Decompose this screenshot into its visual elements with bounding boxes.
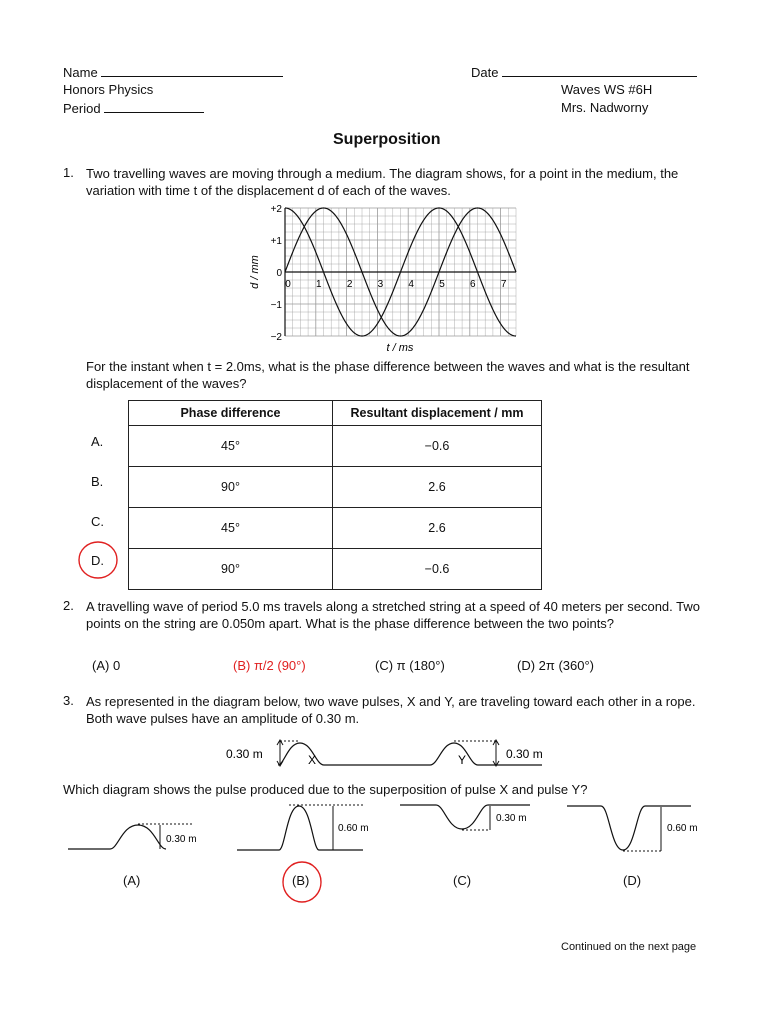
q1-option-letter: B. — [91, 474, 104, 489]
table-cell-disp: 2.6 — [333, 467, 542, 508]
q2-option-a: (A) 0 — [92, 658, 121, 673]
q2-option-d: (D) 2π (360°) — [517, 658, 595, 673]
choice-c-letter[interactable]: (C) — [453, 873, 472, 888]
pulses-diagram — [220, 735, 560, 775]
y-tick-label: +2 — [270, 204, 282, 215]
x-tick-label: 3 — [377, 279, 384, 290]
choice-d-diagram[interactable] — [565, 800, 715, 860]
table-cell-phase: 90° — [129, 467, 333, 508]
table-cell-phase: 45° — [129, 426, 333, 467]
choice-d-amp: 0.60 m — [667, 823, 698, 834]
q2-text: A travelling wave of period 5.0 ms travels along a stretched string at a speed of 40 meters per second. Two points on the string are 0.050m apart. What is the phase difference between the two points? — [86, 599, 700, 631]
q1-answer-table — [128, 400, 542, 590]
rope-with-pulses — [278, 743, 542, 765]
course-label: Honors Physics — [63, 82, 154, 97]
q1-option-letter: D. — [91, 553, 104, 568]
answer-circle-mark — [76, 538, 120, 582]
table-header-phase: Phase difference — [129, 401, 333, 426]
q1-option-letter: C. — [91, 514, 104, 529]
q3-text: As represented in the diagram below, two wave pulses, X and Y, are traveling toward each other in a rope. Both wave pulses have an amplitude of 0.30 m. — [86, 694, 696, 726]
choice-b-diagram[interactable] — [235, 800, 395, 860]
q2-option-c: (C) π (180°) — [375, 658, 445, 673]
name-label: Name — [63, 65, 98, 80]
table-cell-phase: 90° — [129, 549, 333, 590]
table-row — [129, 549, 542, 590]
choice-a-letter[interactable]: (A) — [123, 873, 141, 888]
choice-d-letter[interactable]: (D) — [623, 873, 642, 888]
x-tick-label: 0 — [285, 279, 291, 290]
table-cell-disp: 2.6 — [333, 508, 542, 549]
q1-number: 1. — [63, 165, 74, 180]
date-blank[interactable] — [502, 64, 697, 77]
period-label: Period — [63, 101, 101, 116]
q1-option-letter: A. — [91, 434, 104, 449]
period-blank[interactable] — [104, 100, 204, 113]
q1-text: Two travelling waves are moving through a medium. The diagram shows, for a point in the medium, the variation with time t of the displacement d of each of the waves. — [86, 166, 679, 198]
table-cell-disp: −0.6 — [333, 426, 542, 467]
displacement-time-chart — [240, 200, 530, 360]
table-header-disp: Resultant displacement / mm — [333, 401, 542, 426]
pulse-x-amp: 0.30 m — [226, 747, 263, 761]
pulse-y-amp: 0.30 m — [506, 747, 543, 761]
y-tick-label: +1 — [270, 236, 282, 247]
x-tick-label: 7 — [500, 279, 507, 290]
table-row — [129, 426, 542, 467]
q2-option-b: (B) π/2 (90°) — [233, 658, 306, 673]
pulse-x-label: X — [308, 753, 317, 767]
choice-a-diagram[interactable] — [66, 805, 226, 865]
x-tick-label: 6 — [470, 279, 476, 290]
x-tick-label: 5 — [439, 279, 445, 290]
footer-continued: Continued on the next page — [561, 941, 697, 953]
chart-xlabel: t / ms — [386, 342, 414, 354]
worksheet-label: Waves WS #6H — [561, 82, 653, 97]
name-blank[interactable] — [101, 64, 283, 77]
period-field — [63, 100, 204, 116]
table-row — [129, 467, 542, 508]
q1-prompt: For the instant when t = 2.0ms, what is the phase difference between the waves and what is the resultant displacement of the waves? — [86, 359, 690, 391]
choice-b-letter[interactable]: (B) — [292, 873, 310, 888]
y-tick-label: 0 — [276, 268, 282, 279]
choice-c-amp: 0.30 m — [496, 813, 527, 824]
q3-number: 3. — [63, 693, 74, 708]
name-field — [63, 64, 283, 80]
table-cell-phase: 45° — [129, 508, 333, 549]
table-row — [129, 508, 542, 549]
q3-prompt: Which diagram shows the pulse produced due to the superposition of pulse X and pulse Y? — [63, 782, 588, 797]
chart-ticks — [271, 204, 507, 343]
answer-circle-mark — [280, 859, 324, 905]
y-tick-label: −2 — [270, 332, 282, 343]
table-header-row — [129, 401, 542, 426]
q2-number: 2. — [63, 598, 74, 613]
x-tick-label: 2 — [346, 279, 353, 290]
date-label: Date — [471, 65, 499, 80]
choice-c-diagram[interactable] — [398, 800, 548, 840]
date-field — [471, 64, 697, 80]
y-tick-label: −1 — [270, 300, 282, 311]
teacher-label: Mrs. Nadworny — [561, 100, 649, 115]
choice-a-amp: 0.30 m — [166, 834, 197, 845]
pulse-y-label: Y — [458, 753, 467, 767]
x-tick-label: 4 — [408, 279, 414, 290]
page-title: Superposition — [333, 131, 441, 148]
chart-ylabel: d / mm — [249, 255, 261, 289]
choice-b-amp: 0.60 m — [338, 823, 369, 834]
x-tick-label: 1 — [316, 279, 322, 290]
table-cell-disp: −0.6 — [333, 549, 542, 590]
